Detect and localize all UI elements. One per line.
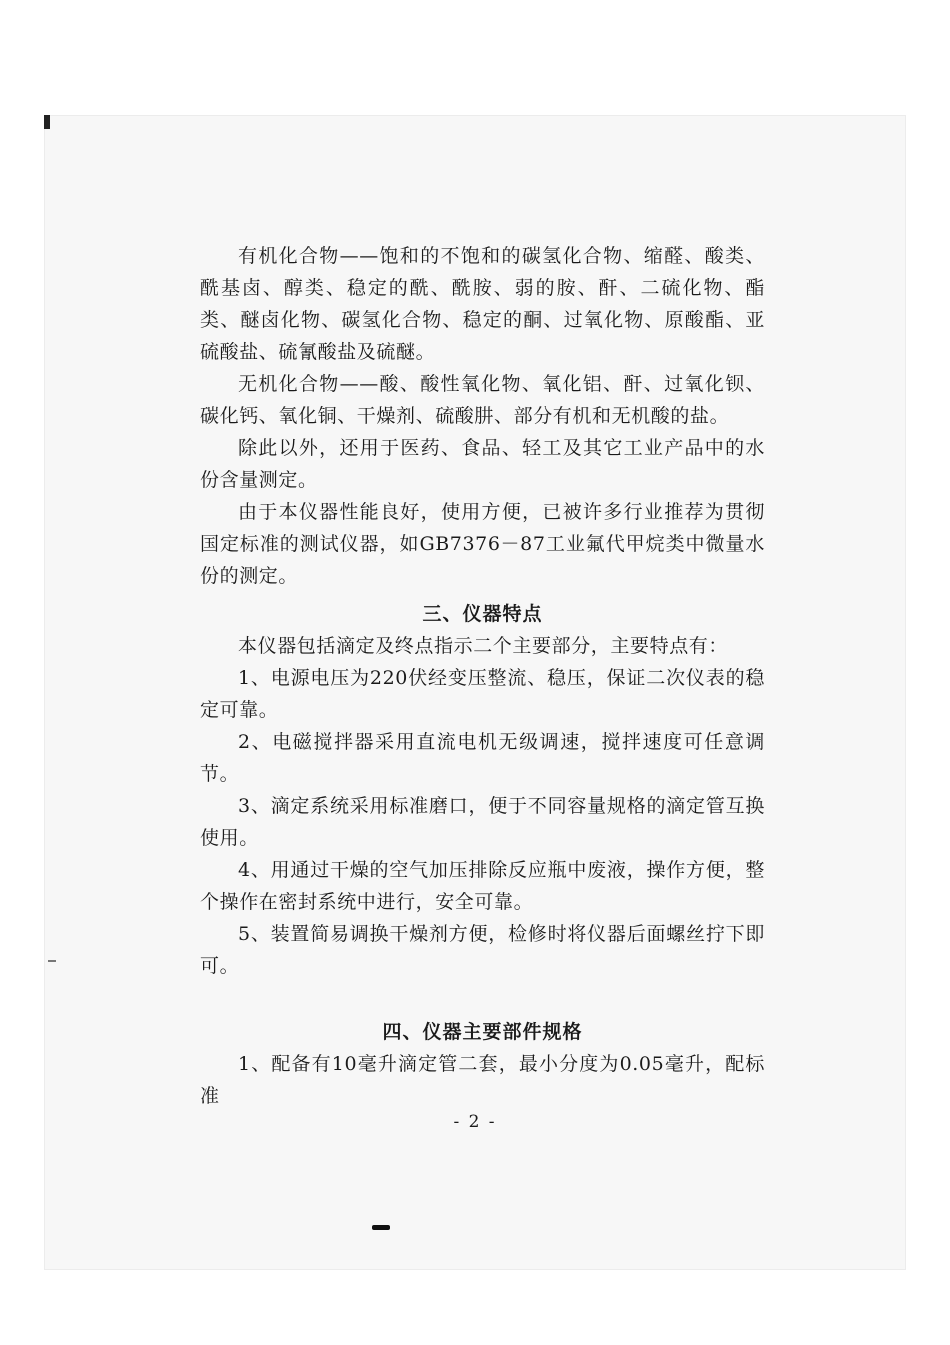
features-intro: 本仪器包括滴定及终点指示二个主要部分，主要特点有： (238, 635, 729, 657)
feature-item-2: 2、电磁搅拌器采用直流电机无级调速，搅拌速度可任意调节。 (200, 731, 765, 785)
section-heading-features: 三、仪器特点 (422, 603, 543, 625)
feature-item-3: 3、滴定系统采用标准磨口，便于不同容量规格的滴定管互换使用。 (200, 795, 765, 849)
page-number: - 2 - (453, 1112, 497, 1132)
section-heading-specs: 四、仪器主要部件规格 (382, 1021, 583, 1043)
paragraph-standards: 由于本仪器性能良好，使用方便，已被许多行业推荐为贯彻国定标准的测试仪器，如GB7376－87工业氟代甲烷类中微量水份的测定。 (200, 501, 765, 587)
scan-corner-mark (44, 115, 50, 129)
paragraph-inorganic-compounds: 无机化合物——酸、酸性氧化物、氧化铝、酐、过氧化钡、碳化钙、氧化铜、干燥剂、硫酸肼、部分有机和无机酸的盐。 (200, 373, 765, 427)
feature-item-5: 5、装置简易调换干燥剂方便，检修时将仪器后面螺丝拧下即可。 (200, 923, 765, 977)
spec-item-1: 1、配备有10毫升滴定管二套，最小分度为0.05毫升，配标准 (200, 1053, 765, 1107)
feature-item-4: 4、用通过干燥的空气加压排除反应瓶中废液，操作方便，整个操作在密封系统中进行，安全可靠。 (200, 859, 765, 913)
page-body (200, 240, 765, 1112)
paragraph-organic-compounds: 有机化合物——饱和的不饱和的碳氢化合物、缩醛、酸类、酰基卤、醇类、稳定的酰、酰胺、弱的胺、酐、二硫化物、酯类、醚卤化物、碳氢化合物、稳定的酮、过氧化物、原酸酯、亚硫酸盐、硫氰酸盐及硫醚。 (200, 245, 765, 363)
scan-edge-tick (48, 960, 56, 962)
scan-dash-mark (372, 1225, 390, 1230)
paragraph-other-uses: 除此以外，还用于医药、食品、轻工及其它工业产品中的水份含量测定。 (200, 437, 765, 491)
feature-item-1: 1、电源电压为220伏经变压整流、稳压，保证二次仪表的稳定可靠。 (200, 667, 765, 721)
